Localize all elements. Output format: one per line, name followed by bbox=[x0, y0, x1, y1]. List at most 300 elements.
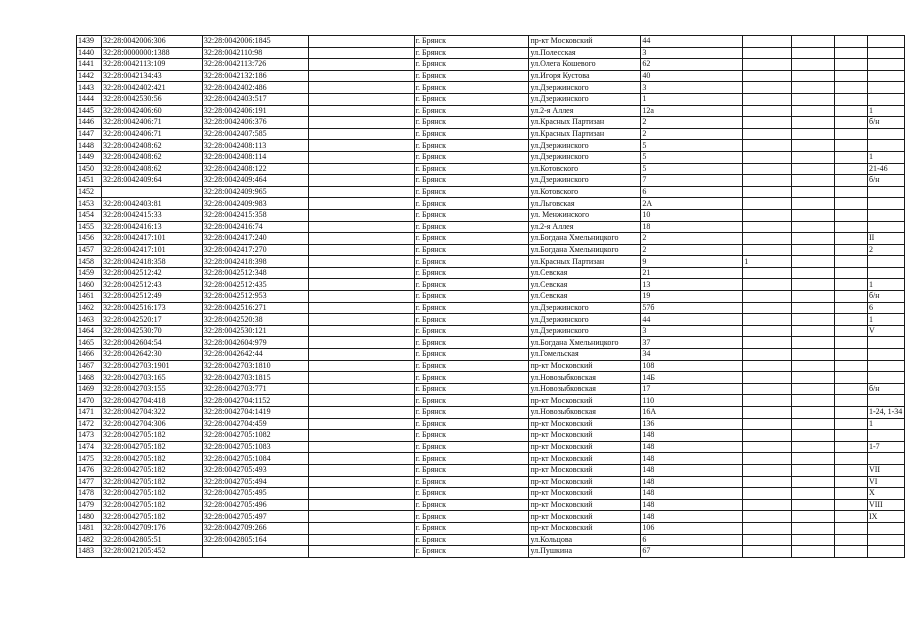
city-cell: г. Брянск bbox=[414, 198, 529, 210]
building-cell bbox=[743, 82, 792, 94]
cadastral-number: 32:28:0042705:182 bbox=[101, 464, 202, 476]
street-cell: пр-кт Московский bbox=[529, 36, 641, 48]
blank-cell bbox=[835, 267, 868, 279]
building-cell bbox=[743, 337, 792, 349]
city-cell: г. Брянск bbox=[414, 407, 529, 419]
blank-cell bbox=[308, 407, 414, 419]
building-cell bbox=[743, 93, 792, 105]
building-cadastral-number: 32:28:0042604:979 bbox=[202, 337, 308, 349]
row-number: 1476 bbox=[77, 464, 102, 476]
building-cadastral-number: 32:28:0042703:1815 bbox=[202, 372, 308, 384]
blank-cell bbox=[835, 441, 868, 453]
blank-cell bbox=[308, 82, 414, 94]
row-number: 1444 bbox=[77, 93, 102, 105]
table-row bbox=[77, 82, 905, 94]
table-row bbox=[77, 163, 905, 175]
street-cell: ул.Красных Партизан bbox=[529, 256, 641, 268]
table-row bbox=[77, 302, 905, 314]
row-number: 1477 bbox=[77, 476, 102, 488]
building-cadastral-number: 32:28:0042408:113 bbox=[202, 140, 308, 152]
blank-cell bbox=[835, 70, 868, 82]
street-cell: ул.Дзержинского bbox=[529, 93, 641, 105]
table-row bbox=[77, 360, 905, 372]
house-cell: 62 bbox=[641, 59, 743, 71]
street-cell: пр-кт Московский bbox=[529, 395, 641, 407]
city-cell: г. Брянск bbox=[414, 267, 529, 279]
building-cell bbox=[743, 267, 792, 279]
cadastral-number: 32:28:0042406:60 bbox=[101, 105, 202, 117]
city-cell: г. Брянск bbox=[414, 337, 529, 349]
city-cell: г. Брянск bbox=[414, 534, 529, 546]
blank-cell bbox=[835, 407, 868, 419]
blank-cell bbox=[308, 534, 414, 546]
blank-cell bbox=[835, 244, 868, 256]
cadastral-number: 32:28:0042705:182 bbox=[101, 476, 202, 488]
row-number: 1480 bbox=[77, 511, 102, 523]
cadastral-number: 32:28:0042418:358 bbox=[101, 256, 202, 268]
building-cadastral-number: 32:28:0042409:464 bbox=[202, 175, 308, 187]
building-cell bbox=[743, 151, 792, 163]
blank-cell bbox=[835, 36, 868, 48]
table-row bbox=[77, 418, 905, 430]
blank-cell bbox=[792, 476, 835, 488]
cadastral-number: 32:28:0042417:101 bbox=[101, 233, 202, 245]
building-cadastral-number: 32:28:0042006:1845 bbox=[202, 36, 308, 48]
city-cell: г. Брянск bbox=[414, 59, 529, 71]
building-cell bbox=[743, 395, 792, 407]
house-cell: 5 bbox=[641, 140, 743, 152]
blank-cell bbox=[792, 93, 835, 105]
row-number: 1475 bbox=[77, 453, 102, 465]
blank-cell bbox=[792, 522, 835, 534]
house-cell: 2 bbox=[641, 117, 743, 129]
premises-cell: 21-46 bbox=[867, 163, 904, 175]
house-cell: 148 bbox=[641, 511, 743, 523]
building-cadastral-number: 32:28:0042512:435 bbox=[202, 279, 308, 291]
row-number: 1451 bbox=[77, 175, 102, 187]
blank-cell bbox=[308, 418, 414, 430]
row-number: 1471 bbox=[77, 407, 102, 419]
cadastral-number: 32:28:0042530:70 bbox=[101, 325, 202, 337]
table-row bbox=[77, 198, 905, 210]
premises-cell: X bbox=[867, 488, 904, 500]
row-number: 1470 bbox=[77, 395, 102, 407]
cadastral-number: 32:28:0042406:71 bbox=[101, 128, 202, 140]
blank-cell bbox=[835, 453, 868, 465]
house-cell: 108 bbox=[641, 360, 743, 372]
row-number: 1479 bbox=[77, 499, 102, 511]
house-cell: 34 bbox=[641, 349, 743, 361]
blank-cell bbox=[308, 256, 414, 268]
house-cell: 1 bbox=[641, 93, 743, 105]
cadastral-number: 32:28:0042416:13 bbox=[101, 221, 202, 233]
blank-cell bbox=[308, 105, 414, 117]
building-cadastral-number: 32:28:0042406:191 bbox=[202, 105, 308, 117]
row-number: 1456 bbox=[77, 233, 102, 245]
row-number: 1445 bbox=[77, 105, 102, 117]
building-cadastral-number: 32:28:0042642:44 bbox=[202, 349, 308, 361]
blank-cell bbox=[792, 395, 835, 407]
row-number: 1481 bbox=[77, 522, 102, 534]
table-row bbox=[77, 395, 905, 407]
blank-cell bbox=[308, 372, 414, 384]
cadastral-number: 32:28:0042417:101 bbox=[101, 244, 202, 256]
city-cell: г. Брянск bbox=[414, 128, 529, 140]
building-cell bbox=[743, 430, 792, 442]
building-cell bbox=[743, 209, 792, 221]
blank-cell bbox=[835, 476, 868, 488]
cadastral-number: 32:28:0021205:452 bbox=[101, 546, 202, 558]
house-cell: 3 bbox=[641, 47, 743, 59]
house-cell: 148 bbox=[641, 430, 743, 442]
blank-cell bbox=[308, 221, 414, 233]
table-row bbox=[77, 93, 905, 105]
building-cell bbox=[743, 128, 792, 140]
blank-cell bbox=[792, 302, 835, 314]
house-cell: 148 bbox=[641, 441, 743, 453]
street-cell: ул.Пушкина bbox=[529, 546, 641, 558]
blank-cell bbox=[308, 279, 414, 291]
table-row bbox=[77, 534, 905, 546]
premises-cell bbox=[867, 221, 904, 233]
blank-cell bbox=[835, 349, 868, 361]
cadastral-number: 32:28:0042703:165 bbox=[101, 372, 202, 384]
city-cell: г. Брянск bbox=[414, 233, 529, 245]
cadastral-number: 32:28:0042705:182 bbox=[101, 441, 202, 453]
city-cell: г. Брянск bbox=[414, 151, 529, 163]
street-cell: ул.Гомельская bbox=[529, 349, 641, 361]
premises-cell: 1 bbox=[867, 314, 904, 326]
street-cell: пр-кт Московский bbox=[529, 453, 641, 465]
city-cell: г. Брянск bbox=[414, 464, 529, 476]
street-cell: ул.Олега Кошевого bbox=[529, 59, 641, 71]
table-row bbox=[77, 36, 905, 48]
city-cell: г. Брянск bbox=[414, 511, 529, 523]
blank-cell bbox=[308, 59, 414, 71]
house-cell: 14Б bbox=[641, 372, 743, 384]
cadastral-number: 32:28:0042604:54 bbox=[101, 337, 202, 349]
premises-cell: 1 bbox=[867, 279, 904, 291]
street-cell: ул.Новозыбковская bbox=[529, 407, 641, 419]
row-number: 1450 bbox=[77, 163, 102, 175]
row-number: 1483 bbox=[77, 546, 102, 558]
house-cell: 6 bbox=[641, 534, 743, 546]
premises-cell bbox=[867, 256, 904, 268]
city-cell: г. Брянск bbox=[414, 36, 529, 48]
blank-cell bbox=[792, 82, 835, 94]
row-number: 1442 bbox=[77, 70, 102, 82]
premises-cell bbox=[867, 337, 904, 349]
row-number: 1453 bbox=[77, 198, 102, 210]
city-cell: г. Брянск bbox=[414, 441, 529, 453]
blank-cell bbox=[835, 198, 868, 210]
premises-cell bbox=[867, 36, 904, 48]
city-cell: г. Брянск bbox=[414, 314, 529, 326]
row-number: 1464 bbox=[77, 325, 102, 337]
table-row bbox=[77, 441, 905, 453]
house-cell: 37 bbox=[641, 337, 743, 349]
city-cell: г. Брянск bbox=[414, 453, 529, 465]
blank-cell bbox=[792, 221, 835, 233]
blank-cell bbox=[308, 198, 414, 210]
building-cell bbox=[743, 47, 792, 59]
street-cell: ул.2-я Аллея bbox=[529, 105, 641, 117]
street-cell: ул.Полесская bbox=[529, 47, 641, 59]
registry-table bbox=[76, 35, 905, 558]
blank-cell bbox=[308, 325, 414, 337]
premises-cell: б/н bbox=[867, 117, 904, 129]
city-cell: г. Брянск bbox=[414, 93, 529, 105]
table-row bbox=[77, 430, 905, 442]
building-cadastral-number: 32:28:0042704:1419 bbox=[202, 407, 308, 419]
row-number: 1473 bbox=[77, 430, 102, 442]
house-cell: 148 bbox=[641, 464, 743, 476]
table-row bbox=[77, 105, 905, 117]
street-cell: ул.Льговская bbox=[529, 198, 641, 210]
building-cell bbox=[743, 511, 792, 523]
row-number: 1448 bbox=[77, 140, 102, 152]
city-cell: г. Брянск bbox=[414, 47, 529, 59]
blank-cell bbox=[835, 93, 868, 105]
blank-cell bbox=[792, 534, 835, 546]
blank-cell bbox=[792, 151, 835, 163]
premises-cell bbox=[867, 267, 904, 279]
building-cell bbox=[743, 441, 792, 453]
house-cell: 110 bbox=[641, 395, 743, 407]
blank-cell bbox=[308, 151, 414, 163]
blank-cell bbox=[792, 233, 835, 245]
table-row bbox=[77, 488, 905, 500]
street-cell: пр-кт Московский bbox=[529, 511, 641, 523]
blank-cell bbox=[835, 464, 868, 476]
blank-cell bbox=[835, 186, 868, 198]
building-cadastral-number: 32:28:0042132:186 bbox=[202, 70, 308, 82]
building-cell bbox=[743, 291, 792, 303]
premises-cell: VI bbox=[867, 476, 904, 488]
blank-cell bbox=[835, 279, 868, 291]
blank-cell bbox=[835, 337, 868, 349]
table-row bbox=[77, 337, 905, 349]
cadastral-number: 32:28:0042512:49 bbox=[101, 291, 202, 303]
row-number: 1465 bbox=[77, 337, 102, 349]
building-cadastral-number: 32:28:0042408:114 bbox=[202, 151, 308, 163]
blank-cell bbox=[835, 314, 868, 326]
house-cell: 148 bbox=[641, 488, 743, 500]
street-cell: ул.Игоря Кустова bbox=[529, 70, 641, 82]
building-cadastral-number: 32:28:0042705:1083 bbox=[202, 441, 308, 453]
premises-cell: б/н bbox=[867, 291, 904, 303]
table-row bbox=[77, 70, 905, 82]
premises-cell: б/н bbox=[867, 175, 904, 187]
premises-cell bbox=[867, 522, 904, 534]
street-cell: ул.Севская bbox=[529, 267, 641, 279]
premises-cell: 2 bbox=[867, 244, 904, 256]
blank-cell bbox=[308, 175, 414, 187]
city-cell: г. Брянск bbox=[414, 291, 529, 303]
blank-cell bbox=[308, 186, 414, 198]
blank-cell bbox=[792, 244, 835, 256]
row-number: 1468 bbox=[77, 372, 102, 384]
blank-cell bbox=[308, 244, 414, 256]
blank-cell bbox=[792, 105, 835, 117]
row-number: 1482 bbox=[77, 534, 102, 546]
table-row bbox=[77, 117, 905, 129]
street-cell: ул.Новозыбковская bbox=[529, 372, 641, 384]
blank-cell bbox=[835, 209, 868, 221]
blank-cell bbox=[792, 337, 835, 349]
city-cell: г. Брянск bbox=[414, 360, 529, 372]
building-cadastral-number: 32:28:0042704:1152 bbox=[202, 395, 308, 407]
cadastral-number bbox=[101, 186, 202, 198]
blank-cell bbox=[308, 453, 414, 465]
table-row bbox=[77, 151, 905, 163]
building-cadastral-number: 32:28:0042406:376 bbox=[202, 117, 308, 129]
cadastral-number: 32:28:0042805:51 bbox=[101, 534, 202, 546]
premises-cell: 1 bbox=[867, 418, 904, 430]
blank-cell bbox=[835, 140, 868, 152]
blank-cell bbox=[835, 105, 868, 117]
blank-cell bbox=[792, 140, 835, 152]
premises-cell: 6 bbox=[867, 302, 904, 314]
cadastral-number: 32:28:0042408:62 bbox=[101, 151, 202, 163]
premises-cell bbox=[867, 546, 904, 558]
city-cell: г. Брянск bbox=[414, 349, 529, 361]
building-cell bbox=[743, 186, 792, 198]
house-cell: 21 bbox=[641, 267, 743, 279]
building-cadastral-number: 32:28:0042409:983 bbox=[202, 198, 308, 210]
premises-cell bbox=[867, 198, 904, 210]
row-number: 1440 bbox=[77, 47, 102, 59]
house-cell: 16А bbox=[641, 407, 743, 419]
house-cell: 10 bbox=[641, 209, 743, 221]
street-cell: пр-кт Московский bbox=[529, 522, 641, 534]
premises-cell: IX bbox=[867, 511, 904, 523]
house-cell: 40 bbox=[641, 70, 743, 82]
cadastral-number: 32:28:0000000:1388 bbox=[101, 47, 202, 59]
cadastral-number: 32:28:0042705:182 bbox=[101, 511, 202, 523]
row-number: 1459 bbox=[77, 267, 102, 279]
premises-cell bbox=[867, 128, 904, 140]
city-cell: г. Брянск bbox=[414, 70, 529, 82]
house-cell: 67 bbox=[641, 546, 743, 558]
row-number: 1447 bbox=[77, 128, 102, 140]
blank-cell bbox=[792, 175, 835, 187]
blank-cell bbox=[835, 163, 868, 175]
city-cell: г. Брянск bbox=[414, 175, 529, 187]
table-row bbox=[77, 140, 905, 152]
table-row bbox=[77, 546, 905, 558]
city-cell: г. Брянск bbox=[414, 395, 529, 407]
street-cell: ул.Дзержинского bbox=[529, 175, 641, 187]
city-cell: г. Брянск bbox=[414, 186, 529, 198]
city-cell: г. Брянск bbox=[414, 82, 529, 94]
house-cell: 6 bbox=[641, 186, 743, 198]
blank-cell bbox=[835, 47, 868, 59]
cadastral-number: 32:28:0042530:56 bbox=[101, 93, 202, 105]
blank-cell bbox=[792, 488, 835, 500]
blank-cell bbox=[835, 175, 868, 187]
table-row bbox=[77, 279, 905, 291]
street-cell: ул.Дзержинского bbox=[529, 302, 641, 314]
blank-cell bbox=[792, 360, 835, 372]
row-number: 1461 bbox=[77, 291, 102, 303]
blank-cell bbox=[792, 70, 835, 82]
blank-cell bbox=[308, 441, 414, 453]
house-cell: 2 bbox=[641, 244, 743, 256]
building-cadastral-number: 32:28:0042512:953 bbox=[202, 291, 308, 303]
building-cell bbox=[743, 522, 792, 534]
table-row bbox=[77, 511, 905, 523]
house-cell: 44 bbox=[641, 36, 743, 48]
blank-cell bbox=[792, 128, 835, 140]
building-cadastral-number: 32:28:0042704:459 bbox=[202, 418, 308, 430]
city-cell: г. Брянск bbox=[414, 546, 529, 558]
building-cell bbox=[743, 175, 792, 187]
blank-cell bbox=[835, 59, 868, 71]
city-cell: г. Брянск bbox=[414, 418, 529, 430]
blank-cell bbox=[792, 256, 835, 268]
table-row bbox=[77, 407, 905, 419]
table-row bbox=[77, 256, 905, 268]
house-cell: 148 bbox=[641, 499, 743, 511]
house-cell: 148 bbox=[641, 476, 743, 488]
cadastral-number: 32:28:0042006:306 bbox=[101, 36, 202, 48]
table-row bbox=[77, 522, 905, 534]
cadastral-number: 32:28:0042402:421 bbox=[101, 82, 202, 94]
house-cell: 17 bbox=[641, 383, 743, 395]
street-cell: пр-кт Московский bbox=[529, 360, 641, 372]
row-number: 1462 bbox=[77, 302, 102, 314]
city-cell: г. Брянск bbox=[414, 383, 529, 395]
premises-cell bbox=[867, 59, 904, 71]
cadastral-number: 32:28:0042113:109 bbox=[101, 59, 202, 71]
table-row bbox=[77, 128, 905, 140]
row-number: 1449 bbox=[77, 151, 102, 163]
blank-cell bbox=[308, 464, 414, 476]
blank-cell bbox=[835, 395, 868, 407]
cadastral-number: 32:28:0042516:173 bbox=[101, 302, 202, 314]
street-cell: ул.Котовского bbox=[529, 163, 641, 175]
blank-cell bbox=[835, 383, 868, 395]
house-cell: 2А bbox=[641, 198, 743, 210]
blank-cell bbox=[792, 511, 835, 523]
blank-cell bbox=[792, 59, 835, 71]
blank-cell bbox=[308, 267, 414, 279]
blank-cell bbox=[308, 546, 414, 558]
street-cell: ул.Севская bbox=[529, 279, 641, 291]
blank-cell bbox=[792, 349, 835, 361]
city-cell: г. Брянск bbox=[414, 209, 529, 221]
cadastral-number: 32:28:0042705:182 bbox=[101, 499, 202, 511]
house-cell: 2 bbox=[641, 128, 743, 140]
blank-cell bbox=[835, 546, 868, 558]
cadastral-number: 32:28:0042704:418 bbox=[101, 395, 202, 407]
blank-cell bbox=[308, 488, 414, 500]
cadastral-number: 32:28:0042705:182 bbox=[101, 430, 202, 442]
blank-cell bbox=[792, 198, 835, 210]
premises-cell bbox=[867, 430, 904, 442]
cadastral-number: 32:28:0042512:43 bbox=[101, 279, 202, 291]
blank-cell bbox=[308, 140, 414, 152]
blank-cell bbox=[792, 47, 835, 59]
street-cell: ул.Дзержинского bbox=[529, 151, 641, 163]
row-number: 1467 bbox=[77, 360, 102, 372]
row-number: 1463 bbox=[77, 314, 102, 326]
table-row bbox=[77, 244, 905, 256]
row-number: 1478 bbox=[77, 488, 102, 500]
blank-cell bbox=[308, 522, 414, 534]
house-cell: 12а bbox=[641, 105, 743, 117]
